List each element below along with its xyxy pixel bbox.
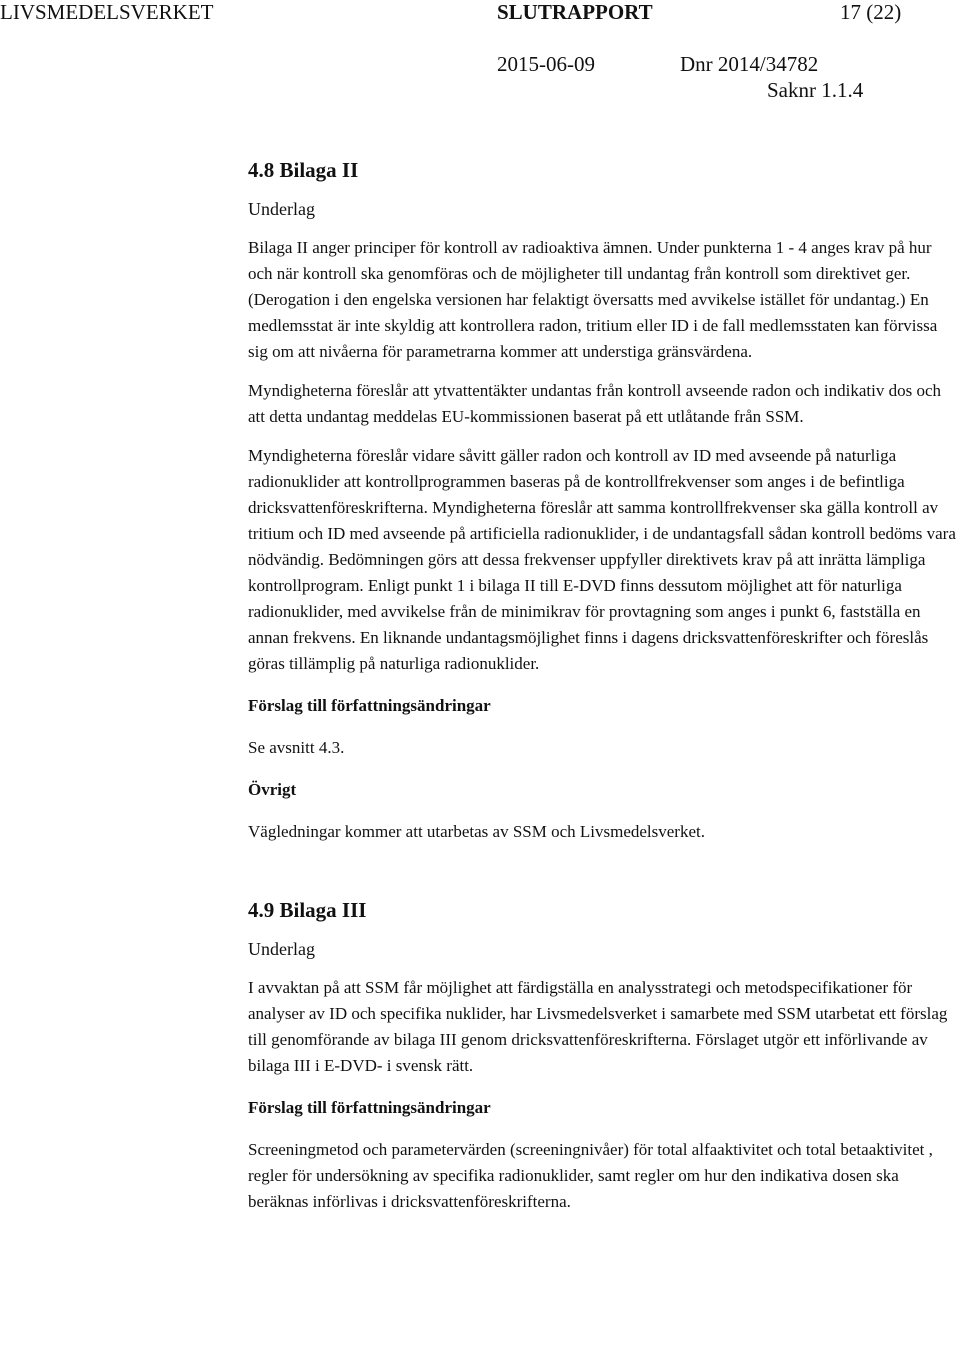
header-title: SLUTRAPPORT <box>497 0 653 24</box>
section-4-8-paragraph-3: Myndigheterna föreslår vidare såvitt gäller radon och kontroll av ID med avseende på naturliga radionuklider att kontrollprogrammen baseras på de kontrollfrekvenser som anges i de befintliga dricksvattenföreskrifterna. Myndigheterna föreslår att samma kontrollfrekvenser ska gälla kontroll av tritium och ID med avseende på artificiella radionuklider, i de undantagsfall sådan kontroll bedöms vara nödvändig. Bedömningen görs att dessa frekvenser uppfyller direktivets krav på att inrätta lämpliga kontrollprogram. Enligt punkt 1 i bilaga II till E-DVD finns dessutom möjlighet att för naturliga radionuklider, med avvikelse från de minimikrav för provtagning som anges i punkt 6, fastställa en annan frekvens. En liknande undantagsmöjlighet finns i dagens dricksvattenföreskrifter och föreslås göras tillämplig på naturliga radionuklider. <box>248 446 956 673</box>
header-saknr: Saknr 1.1.4 <box>767 78 864 102</box>
document-body <box>248 157 960 1215</box>
section-4-9-forslag-heading: Förslag till författningsändringar <box>248 1098 491 1117</box>
section-4-9-forslag-text: Screeningmetod och parametervärden (screeningnivåer) för total alfaaktivitet och total betaaktivitet , regler för undersökning av specifika radionuklider, samt regler om hur den indikativa dosen ska beräknas införlivas i dricksvattenföreskrifterna. <box>248 1140 933 1211</box>
section-4-8-ovrigt-heading: Övrigt <box>248 780 297 799</box>
section-4-8-paragraph-2: Myndigheterna föreslår att ytvattentäkter undantas från kontroll avseende radon och indikativ dos och att detta undantag meddelas EU-kommissionen baserat på ett utlåtande från SSM. <box>248 381 941 426</box>
section-4-9-underlag-heading: Underlag <box>248 939 315 959</box>
section-4-9-paragraph-1: I avvaktan på att SSM får möjlighet att färdigställa en analysstrategi och metodspecifikationer för analyser av ID och specifika nuklider, har Livsmedelsverket i samarbete med SSM utarbetat ett förslag till genomförande av bilaga III genom dricksvattenföreskrifterna. Förslaget utgör ett införlivande av bilaga III i E-DVD- i svensk rätt. <box>248 978 948 1075</box>
header-date: 2015-06-09 <box>497 52 595 76</box>
header-dnr: Dnr 2014/34782 <box>680 52 819 76</box>
section-4-9-heading: 4.9 Bilaga III <box>248 898 367 922</box>
header-org: LIVSMEDELSVERKET <box>0 0 214 24</box>
section-4-8-underlag-heading: Underlag <box>248 199 315 219</box>
header-page-number: 17 (22) <box>840 0 902 24</box>
section-4-8-heading: 4.8 Bilaga II <box>248 158 359 182</box>
section-4-8-forslag-heading: Förslag till författningsändringar <box>248 696 491 715</box>
section-4-8-paragraph-1: Bilaga II anger principer för kontroll av radioaktiva ämnen. Under punkterna 1 - 4 anges krav på hur och när kontroll ska genomföras och de möjligheter till undantag från kontroll som direktivet ger. (Derogation i den engelska versionen har felaktigt översatts med avvikelse istället för undantag.) En medlemsstat är inte skyldig att kontrollera radon, tritium eller ID i de fall medlemsstaten kan förvissa sig om att nivåerna för parametrarna kommer att understiga gränsvärdena. <box>248 238 938 361</box>
section-4-8-ovrigt-text: Vägledningar kommer att utarbetas av SSM och Livsmedelsverket. <box>248 822 705 841</box>
section-4-8-forslag-text: Se avsnitt 4.3. <box>248 738 345 757</box>
